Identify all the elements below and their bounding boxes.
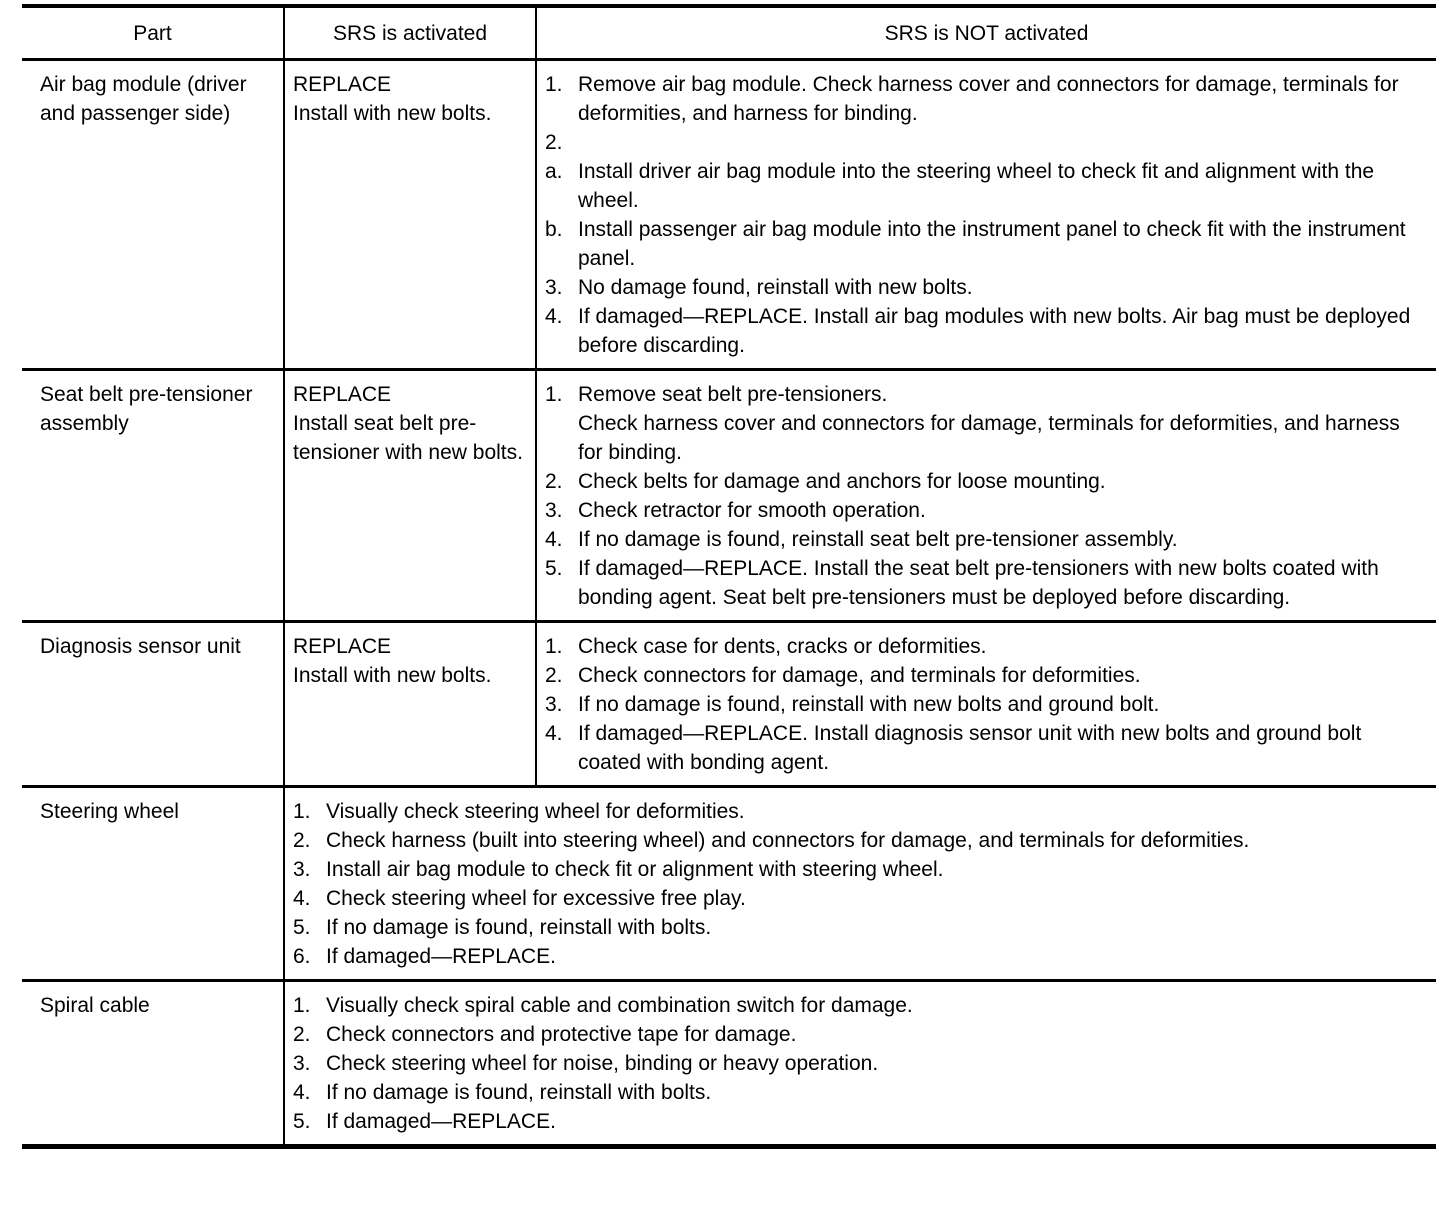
list-item — [545, 661, 1418, 690]
step-text: If damaged—REPLACE. Install air bag modules with new bolts. Air bag must be deployed before discarding. — [578, 305, 1411, 357]
step-text: Check connectors for damage, and terminals for deformities. — [578, 664, 1141, 687]
part-cell: Seat belt pre-tensioner assembly — [22, 370, 284, 622]
activated-cell — [284, 370, 536, 622]
step-number: 1. — [545, 73, 563, 96]
list-item — [545, 273, 1418, 302]
step-number: 4. — [293, 887, 311, 910]
step-number — [545, 409, 578, 467]
list-item — [293, 942, 1432, 971]
step-number: b. — [545, 218, 563, 241]
step-text: Install air bag module to check fit or alignment with steering wheel. — [326, 858, 944, 881]
step-number: 5. — [293, 916, 311, 939]
step-text: Remove seat belt pre-tensioners. — [578, 383, 888, 406]
list-item — [545, 719, 1418, 777]
step-text: If damaged—REPLACE. Install the seat belt pre-tensioners with new bolts coated with bonding agent. Seat belt pre-tensioners must be deployed before discarding. — [578, 557, 1379, 609]
list-item — [545, 302, 1418, 360]
step-number: 1. — [293, 800, 311, 823]
step-number: 6. — [293, 945, 311, 968]
list-item — [545, 215, 1418, 273]
activated-note: Install seat belt pre-tensioner with new bolts. — [293, 412, 523, 464]
list-item — [545, 525, 1418, 554]
step-number: 2. — [545, 470, 563, 493]
step-text: Check belts for damage and anchors for loose mounting. — [578, 470, 1106, 493]
header-srs-activated: SRS is activated — [284, 6, 536, 60]
list-item — [545, 128, 1418, 157]
step-text: Check steering wheel for excessive free play. — [326, 887, 746, 910]
list-item — [545, 690, 1418, 719]
step-text: Check connectors and protective tape for damage. — [326, 1023, 797, 1046]
step-text: Check case for dents, cracks or deformities. — [578, 635, 987, 658]
not-activated-cell — [536, 60, 1436, 370]
step-number: 4. — [545, 722, 563, 745]
table-row — [22, 60, 1436, 370]
step-text: If damaged—REPLACE. — [326, 945, 556, 968]
list-item — [545, 380, 1418, 409]
list-item — [293, 913, 1432, 942]
step-number: 4. — [545, 305, 563, 328]
step-text: Check harness (built into steering wheel) and connectors for damage, and terminals for deformities. — [326, 829, 1250, 852]
step-text: Install driver air bag module into the steering wheel to check fit and alignment with the wheel. — [578, 160, 1375, 212]
step-text: Remove air bag module. Check harness cover and connectors for damage, terminals for deformities, and harness for binding. — [578, 73, 1399, 125]
step-number: 1. — [293, 994, 311, 1017]
step-text: If no damage is found, reinstall with bolts. — [326, 1081, 712, 1104]
activated-note: Install with new bolts. — [293, 102, 492, 125]
part-cell: Air bag module (driver and passenger side) — [22, 60, 284, 370]
list-item — [293, 797, 1432, 826]
header-row — [22, 6, 1436, 60]
step-text: If no damage is found, reinstall seat belt pre-tensioner assembly. — [578, 528, 1178, 551]
combined-inspection-cell — [284, 787, 1436, 981]
not-activated-cell — [536, 370, 1436, 622]
step-number: 3. — [293, 858, 311, 881]
step-number: 5. — [545, 557, 563, 580]
list-item — [293, 884, 1432, 913]
step-text: If damaged—REPLACE. — [326, 1110, 556, 1133]
part-cell: Steering wheel — [22, 787, 284, 981]
activated-cell — [284, 60, 536, 370]
table-row — [22, 981, 1436, 1147]
activated-cell — [284, 622, 536, 787]
step-number: 4. — [545, 528, 563, 551]
step-number: 3. — [545, 693, 563, 716]
list-item — [293, 855, 1432, 884]
step-text: Visually check spiral cable and combination switch for damage. — [326, 994, 913, 1017]
table-row — [22, 622, 1436, 787]
step-text: No damage found, reinstall with new bolts. — [578, 276, 973, 299]
list-item — [545, 632, 1418, 661]
list-item — [545, 409, 1418, 467]
activated-action: REPLACE — [293, 73, 392, 96]
step-number: a. — [545, 160, 563, 183]
step-text: If no damage is found, reinstall with bolts. — [326, 916, 712, 939]
list-item — [293, 991, 1432, 1020]
step-text: Visually check steering wheel for deformities. — [326, 800, 745, 823]
step-number: 3. — [545, 499, 563, 522]
activated-action: REPLACE — [293, 383, 392, 406]
step-number: 3. — [293, 1052, 311, 1075]
combined-inspection-cell — [284, 981, 1436, 1147]
step-number: 1. — [545, 635, 563, 658]
step-number: 3. — [545, 276, 563, 299]
list-item — [545, 70, 1418, 128]
table-row — [22, 370, 1436, 622]
step-number: 2. — [293, 1023, 311, 1046]
step-number: 2. — [293, 829, 311, 852]
part-cell: Diagnosis sensor unit — [22, 622, 284, 787]
list-item — [545, 496, 1418, 525]
step-text: Install passenger air bag module into the instrument panel to check fit with the instrument panel. — [578, 218, 1406, 270]
header-part: Part — [22, 6, 284, 60]
list-item — [293, 1049, 1432, 1078]
header-srs-not-activated: SRS is NOT activated — [536, 6, 1436, 60]
list-item — [293, 826, 1432, 855]
step-text: Check retractor for smooth operation. — [578, 499, 926, 522]
step-number: 1. — [545, 383, 563, 406]
list-item — [293, 1020, 1432, 1049]
step-number: 2. — [545, 131, 563, 154]
activated-note: Install with new bolts. — [293, 664, 492, 687]
step-text: If damaged—REPLACE. Install diagnosis sensor unit with new bolts and ground bolt coated with bonding agent. — [578, 722, 1362, 774]
list-item — [293, 1078, 1432, 1107]
list-item — [293, 1107, 1432, 1136]
step-text: If no damage is found, reinstall with new bolts and ground bolt. — [578, 693, 1160, 716]
part-cell: Spiral cable — [40, 994, 150, 1017]
step-text: Check harness cover and connectors for damage, terminals for deformities, and harness for binding. — [578, 412, 1400, 464]
table-row — [22, 787, 1436, 981]
activated-action: REPLACE — [293, 635, 392, 658]
step-text — [578, 128, 1418, 157]
srs-inspection-table — [22, 4, 1436, 1149]
step-text: Check steering wheel for noise, binding or heavy operation. — [326, 1052, 879, 1075]
not-activated-cell — [536, 622, 1436, 787]
step-number: 4. — [293, 1081, 311, 1104]
list-item — [545, 157, 1418, 215]
step-number: 2. — [545, 664, 563, 687]
step-number: 5. — [293, 1110, 311, 1133]
list-item — [545, 467, 1418, 496]
list-item — [545, 554, 1418, 612]
